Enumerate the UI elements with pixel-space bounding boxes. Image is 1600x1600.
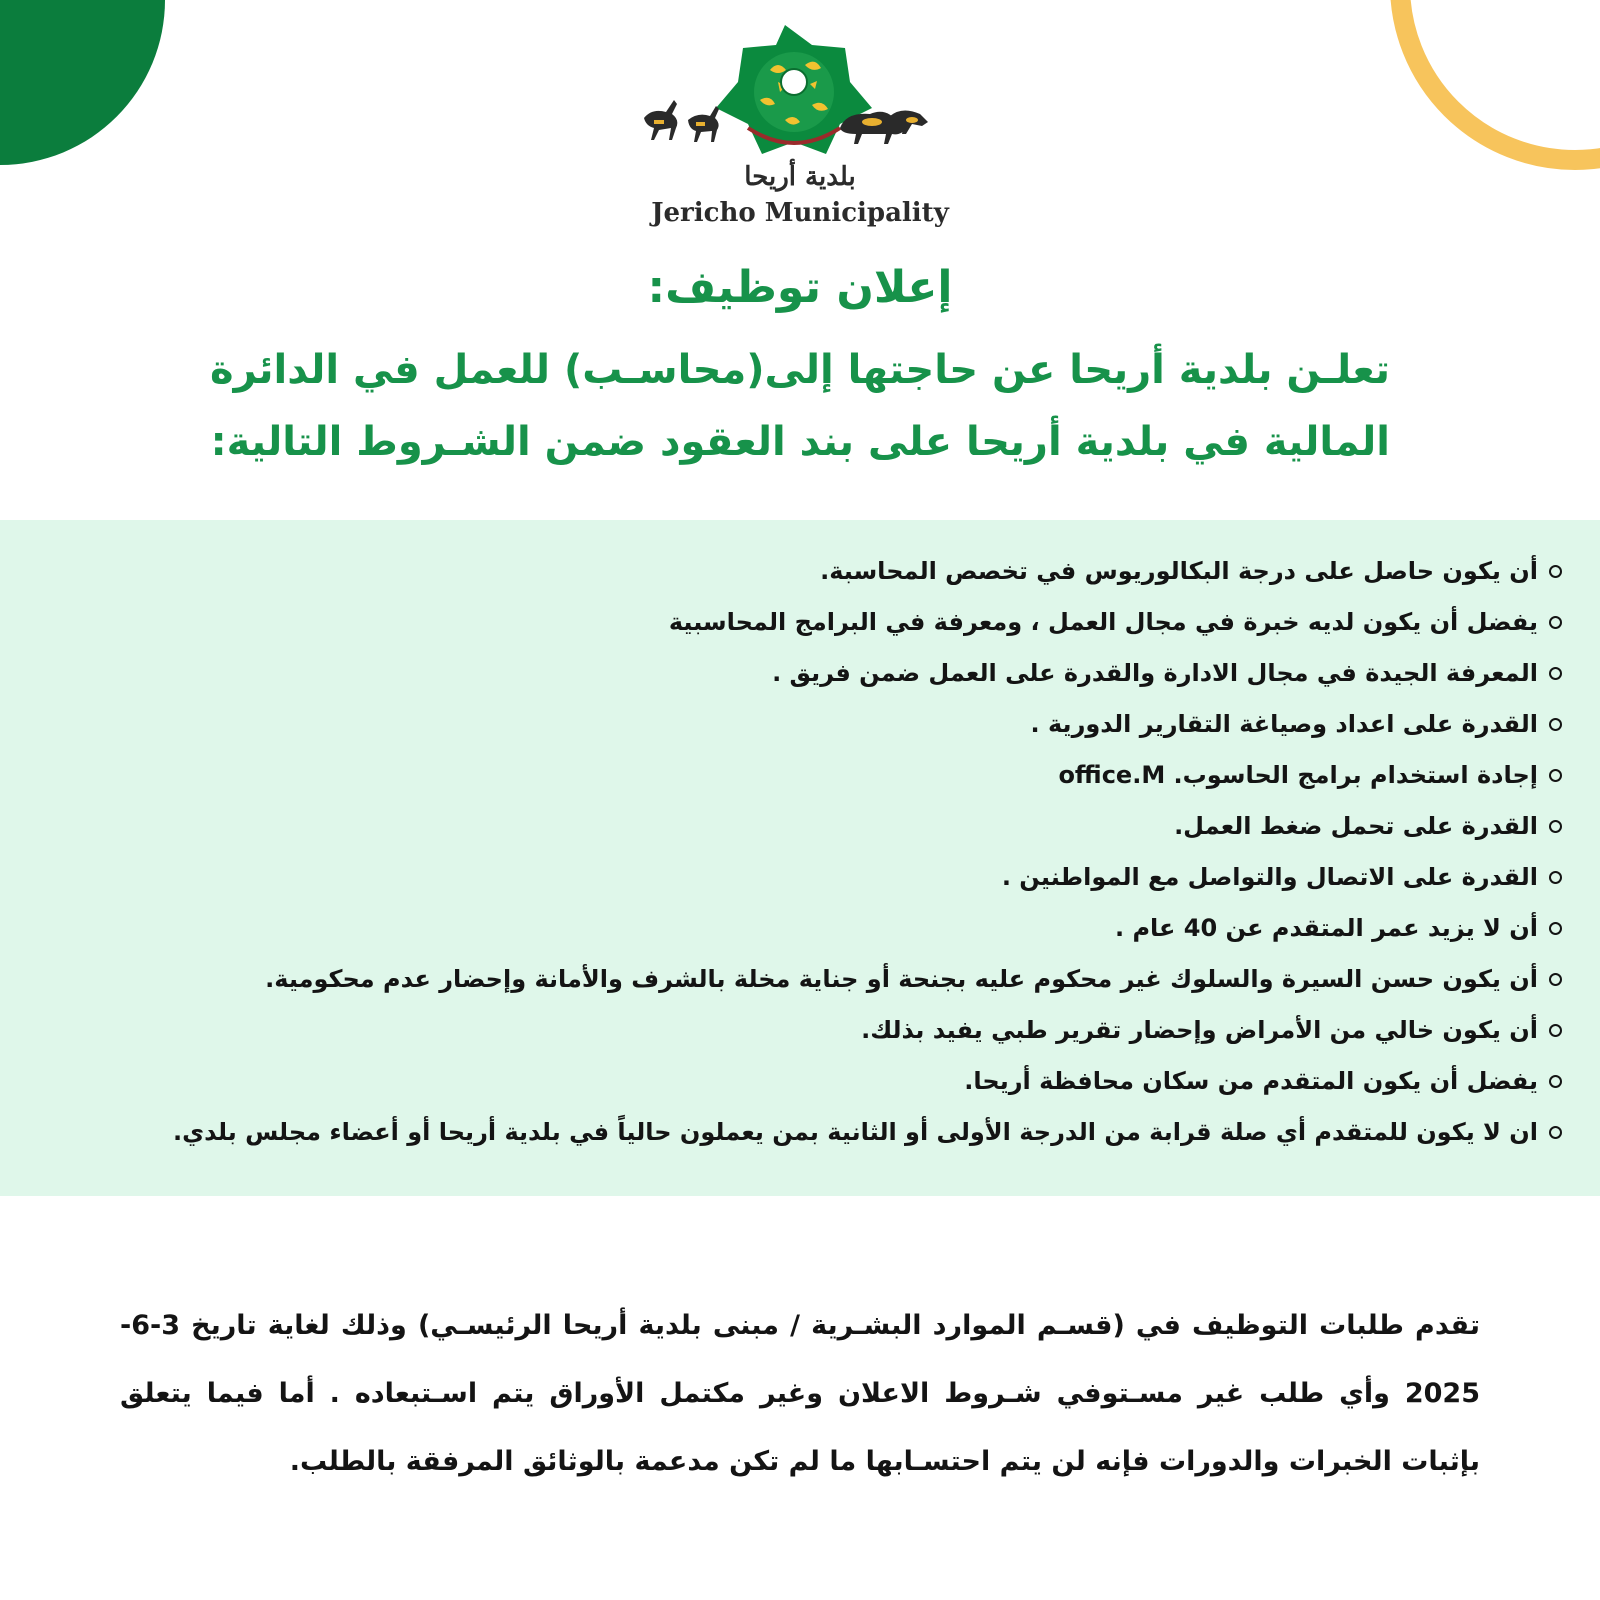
bullet-circle-icon xyxy=(1549,922,1562,935)
list-item xyxy=(22,699,1562,750)
bullet-circle-icon xyxy=(1549,871,1562,884)
requirement-text: يفضل أن يكون المتقدم من سكان محافظة أريحا. xyxy=(964,1067,1538,1095)
list-item xyxy=(22,954,1562,1005)
requirements-list xyxy=(22,546,1562,1158)
requirement-text: القدرة على الاتصال والتواصل مع المواطنين . xyxy=(1001,863,1538,891)
list-item xyxy=(22,852,1562,903)
bullet-circle-icon xyxy=(1549,1024,1562,1037)
requirement-text: يفضل أن يكون لديه خبرة في مجال العمل ، ومعرفة في البرامج المحاسبية xyxy=(668,608,1538,636)
intro-line-1: تعلـن بلدية أريحا عن حاجتها إلى(محاسـب) للعمل في الدائرة xyxy=(210,347,1390,393)
list-item xyxy=(22,801,1562,852)
list-item xyxy=(22,1056,1562,1107)
bullet-circle-icon xyxy=(1549,1075,1562,1088)
bullet-circle-icon xyxy=(1549,973,1562,986)
intro-line-2: المالية في بلدية أريحا على بند العقود ضمن الشـروط التالية: xyxy=(210,419,1390,465)
announcement-title: إعلان توظيف: xyxy=(647,262,953,313)
list-item xyxy=(22,648,1562,699)
logo-english-name: Jericho Municipality xyxy=(651,198,949,228)
logo-emblem-icon xyxy=(640,20,960,160)
list-item xyxy=(22,546,1562,597)
requirement-text: ان لا يكون للمتقدم أي صلة قرابة من الدرجة الأولى أو الثانية بمن يعملون حالياً في بلدية أريحا أو أعضاء مجلس بلدي. xyxy=(172,1118,1538,1146)
bullet-circle-icon xyxy=(1549,718,1562,731)
list-item xyxy=(22,750,1562,801)
bullet-circle-icon xyxy=(1549,769,1562,782)
list-item xyxy=(22,1107,1562,1158)
requirement-text: القدرة على تحمل ضغط العمل. xyxy=(1174,812,1538,840)
bullet-circle-icon xyxy=(1549,565,1562,578)
logo-arabic-name: بلدية أريحا xyxy=(744,162,856,192)
bullet-circle-icon xyxy=(1549,667,1562,680)
requirement-text: إجادة استخدام برامج الحاسوب. office.M xyxy=(1058,761,1538,789)
requirement-text: المعرفة الجيدة في مجال الادارة والقدرة على العمل ضمن فريق . xyxy=(772,659,1538,687)
requirement-text: أن يكون حسن السيرة والسلوك غير محكوم عليه بجنحة أو جناية مخلة بالشرف والأمانة وإحضار عدم محكومية. xyxy=(265,965,1538,993)
requirement-text: أن لا يزيد عمر المتقدم عن 40 عام . xyxy=(1114,914,1538,942)
list-item xyxy=(22,1005,1562,1056)
requirement-text: القدرة على اعداد وصياغة التقارير الدورية . xyxy=(1030,710,1538,738)
municipality-logo xyxy=(640,20,960,230)
list-item xyxy=(22,597,1562,648)
bullet-circle-icon xyxy=(1549,820,1562,833)
corner-decoration-green xyxy=(0,0,165,165)
corner-decoration-gold-ring xyxy=(1390,0,1600,170)
application-instructions: تقدم طلبات التوظيف في (قسـم الموارد البشـرية / مبنى بلدية أريحا الرئيسـي) وذلك لغاية تاريخ 3-6-2025 وأي طلب غير مسـتوفي شـروط الاعلان وغير مكتمل الأوراق يتم اسـتبعاده . أما فيما يتعلق بإثبات الخبرات والدورات فإنه لن يتم احتسـابها ما لم تكن مدعمة بالوثائق المرفقة بالطلب. xyxy=(120,1310,1480,1477)
requirement-text: أن يكون حاصل على درجة البكالوريوس في تخصص المحاسبة. xyxy=(820,557,1538,585)
requirements-panel xyxy=(0,520,1600,1196)
bullet-circle-icon xyxy=(1549,616,1562,629)
announcement-intro xyxy=(190,334,1390,478)
list-item xyxy=(22,903,1562,954)
requirement-text: أن يكون خالي من الأمراض وإحضار تقرير طبي يفيد بذلك. xyxy=(861,1016,1538,1044)
bullet-circle-icon xyxy=(1549,1126,1562,1139)
